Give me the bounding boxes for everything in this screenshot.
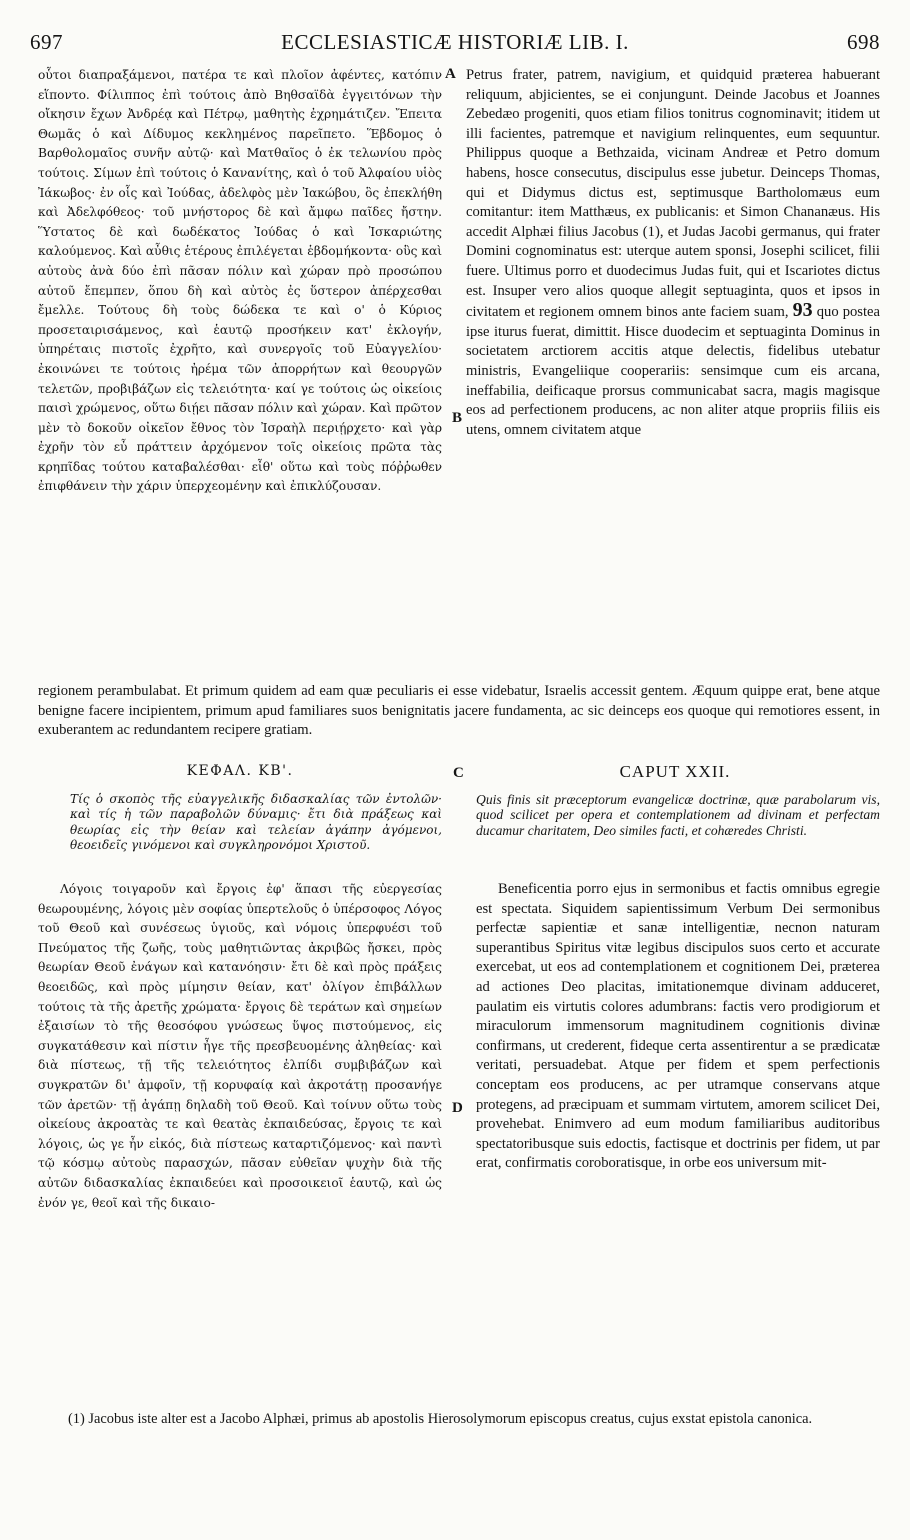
latin-column-top	[466, 66, 880, 680]
footnote: (1) Jacobus iste alter est a Jacobo Alphæi, primus ab apostolis Hierosolymorum episcopus creatus, cujus exstat epistola canonica.	[68, 1411, 813, 1427]
latin-text-top	[466, 66, 880, 440]
running-head	[30, 30, 880, 56]
greek-chapter-summary: Τίς ὁ σκοπὸς τῆς εὐαγγελικῆς διδασκαλίας τῶν ἐντολῶν· καὶ τίς ἡ τῶν παραβολῶν δύναμις· ἔτι διὰ πράξεως καὶ θεωρίας εἰς τὴν θείαν καὶ τελείαν ἀγάπην ἀγόμενοι, θεοειδεῖς γινόμενοι καὶ συγκληρονόμοι Χριστοῦ.	[70, 792, 442, 853]
page-number-right: 698	[847, 30, 880, 54]
margin-letter-c: C	[453, 765, 464, 781]
page-number-left: 697	[30, 30, 63, 54]
latin-chapter-heading: CAPUT XXII.	[619, 762, 731, 781]
greek-chapter-body-text: Λόγοις τοιγαροῦν καὶ ἔργοις ἐφ' ἅπασι τῆς εὐεργεσίας θεωρουμένης, λόγοις μὲν σοφίας ὑπερτελοῦς ὁ ὑπέρσοφος Λόγος τοῦ Θεοῦ καὶ συνέσεως ὑγιοῦς, καὶ νόμοις ὑπερφυέσι τοῦ Πνεύματος τῆς ζωῆς, τοὺς μαθητιῶντας ἀκριβῶς ἤσκει, πρὸς θεωρίαν Θεοῦ ἐνάγων καὶ κατανόησιν· ἔτι δὲ καὶ πρὸς πράξεις θεοειδῶς, καὶ πρὸς μίμησιν θείαν, κατ' ὀλίγον ἐπιβάλλων τούτοις τὰ τῆς ἀρετῆς χρώματα· ἔργοις δὲ τεράτων καὶ σημείων ἐξαισίων τὸ τῆς θεοσόφου γνώσεως ὕψος πιστούμενος, εἰς συγκατάθεσιν καὶ πίστιν ἦγε τῆς πρεσβευομένης ἀληθείας· καὶ διὰ πίστεως, τῇ τῆς τελειότητος ἐλπίδι συμβιβάζων καὶ συγκρατῶν δι' ἀμφοῖν, τῇ κορυφαίᾳ καὶ ἀκροτάτῃ προσανήγε τῶν ἀρετῶν· τῇ ἀγάπῃ δηλαδὴ τοῦ Θεοῦ. Καὶ τοίνυν οὕτω τοὺς οἰκείους ἀκροατὰς τε καὶ θεατὰς ἐκπαιδεύσας, ἔργοις τε καὶ λόγοις, ὡς γε ἦν εἰκός, διὰ πίστεως καταρτιζόμενος· καὶ παντὶ τῷ κόσμῳ αὐτοὺς παρασχών, πᾶσαν εὐθεῖαν ψυχὴν διὰ τῆς αὐτῶν διδασκαλίας ἐκπαιδεύει καὶ προσοικειοῖ ἑαυτῷ, καὶ ὡς ἐνόν γε, θεοῖ καὶ τῆς δικαιο-	[38, 882, 442, 1210]
section-number: 93	[792, 299, 813, 322]
latin-text-top-after: quo postea ipse iturus fuerat, dimittit. Hisce duodecim et septuaginta Dominus in societatem arctiorem accitis atque delectis, fidelibus utebatur ministris, Evangeliique cooperariis: sensimque cum eis arcana, ineffabilia, deificaque prorsus communicabat sacra, magis magisque eos ad perfectionem producens, ac non aliter atque propriis filiis eis utens, omnem civitatem atque	[466, 304, 880, 438]
latin-chapter-summary: Quis finis sit præceptorum evangelicæ doctrinæ, quæ parabolarum vis, quod scilicet per opera et contemplationem ad divinam et perfectam ducamur charitatem, Deo similes facti, et cohæredes Christi.	[476, 792, 880, 838]
greek-text-top: οὗτοι διαπραξάμενοι, πατέρα τε καὶ πλοῖον ἀφέντες, κατόπιν εἵποντο. Φίλιππος ἐπὶ τούτοις ἀπὸ Βηθσαϊδὰ ἐγγειτόνων τὴν οἴκησιν ἔχων Ἀνδρέᾳ καὶ Πέτρῳ, μαθητὴς ἐχρημάτιζεν. Ἔπειτα Θωμᾶς ὁ καὶ Δίδυμος κεκλημένος παρεῖπετο. Ἕβδομος ὁ Βαρθολομαῖος συνῆν αὐτῷ· καὶ Ματθαῖος ὁ ἐκ τελωνίου πρὸς τούτοις. Σίμων ἐπὶ τούτοις ὁ Κανανίτης, καὶ ὁ τοῦ Ἀλφαίου υἱὸς Ἰάκωβος· ἐν οἷς καὶ Ἰούδας, ἀδελφὸς μὲν Ἰακώβου, ὃς ἐπεκλήθη καὶ Ἀδελφόθεος· τοῦ μνήστορος δὲ καὶ ἄμφω παῖδες ἤστην. Ὕστατος δὲ καὶ δωδέκατος Ἰούδας ὁ καὶ Ἰσκαριώτης καλούμενος. Καὶ αὖθις ἑτέρους ἐπιλέγεται ἑβδομήκοντα· οὓς καὶ αὐτοὺς ἀνὰ δύο ἐπὶ πᾶσαν πόλιν καὶ χώραν πρὸ προσώπου αὐτοῦ ἔπεμπεν, ὅπου δὴ καὶ αὐτὸς ἐς ὕστερον ἀπέρχεσθαι ἔμελλε. Τούτους δὴ τοὺς δώδεκα τε καὶ ο' ὁ Κύριος προσεταιρισάμενος, καὶ ἑαυτῷ προσήκειν κατ' ἐκλογήν, ὑπηρέταις πιστοῖς ἐχρῆτο, καὶ συνεργοῖς τοῦ Εὐαγγελίου· ἐκοινώνει τε τούτοις ἠρέμα τῶν ἀπορρήτων καὶ θεουργῶν τελετῶν, προβιβάζων εἰς τελειότητα· καί γε τούτοις ὡς οἰκείοις παισὶ χρώμενος, οὕτω διῄει πᾶσαν πόλιν καὶ χώραν. Καὶ πρῶτον μὲν τὸ δοκοῦν οἰκεῖον ἔθνος τὸν Ἰσραὴλ περιῄρχετο· καὶ γὰρ ἐχρῆν τὸν εὖ πράττειν ἀρχόμενον τοῖς οἰκείοις πρῶτα τὰς κρηπῖδας τούτου καταβαλέσθαι· εἶθ' οὕτω καὶ τοὺς πόῤῥωθεν ἐπιφθάνειν τὴν χάριν ὑπερχεομένην καὶ ἐπικλύζουσαν.	[38, 68, 442, 494]
margin-letter-d: D	[452, 1100, 463, 1116]
margin-letter-b: B	[452, 410, 463, 426]
running-title: ECCLESIASTICÆ HISTORIÆ LIB. I.	[281, 30, 629, 54]
margin-letter-a: A	[445, 66, 456, 82]
greek-column-top	[38, 66, 442, 680]
latin-text-top-before: Petrus frater, patrem, navigium, et quidquid præterea habuerant reliquum, abjicientes, se ei conjungunt. Deinde Jacobus et Joannes Zebedæo progeniti, quos etiam filios tonitrus cognominavit; itidem ut illi facientes, patremque et navigium relinquentes, eum sequuntur. Philippus quoque a Bethzaida, vicinam Andreæ et Petro domum habens, hosce consecutus, discipulus esse jubetur. Deinceps Thomas, qui et Didymus dictus est, septimusque Bartholomæus eum comitantur: item Matthæus, ex publicanis: et Simon Chananæus. His accedit Alphæi filius Jacobus (1), et Judas Jacobi germanus, qui frater Domini cognominatus est: uterque autem sponsi, Josephi scilicet, filii fuere. Ultimus porro et duodecimus Judas fuit, qui et Iscariotes dictus est. Insuper vero alios quoque allegit septuaginta, quos et ipsos in civitatem et regionem omnem binos ante faciem suam,	[466, 67, 880, 321]
latin-chapter-body	[476, 880, 880, 1390]
greek-chapter-body	[38, 880, 442, 1390]
latin-full-width-paragraph	[38, 682, 880, 741]
greek-chapter-heading: ΚΕΦΑΛ. ΚΒ'.	[186, 763, 294, 779]
latin-chapter-body-text: Beneficentia porro ejus in sermonibus et factis omnibus egregie est spectata. Siquidem sapientissimum Verbum Dei sermonibus perfectæ sapientiæ et sanæ intelligentiæ, necnon naturam superantibus Spiritus vitæ legibus discipulos suos certo et accurate exercebat, ut eos ad contemplationem et cognitionem Dei, præterea ad actiones Deo placitas, imitationemque divinam adduceret, paulatim eis virtutis colores adumbrans: factis vero prodigiorum et miraculorum immensorum magnitudinem cognitionis divinæ confirmans, ut crederent, fideque certa assentirentur a se prædicatæ veritati, persuadebat. Atque per fidem et spem perfectionis conceptam eos producens, ac per utramque conservans atque protegens, ad præcipuam et summam virtutem, amorem scilicet Dei, provehebat. Enimvero ad eum modum familiaribus auditoribus spectatoribusque suis edoctis, factisque et doctrinis per fidem, ut par erat, confirmatis coroboratisque, in orbe eos universum mit-	[476, 881, 880, 1172]
latin-full-width-text: regionem perambulabat. Et primum quidem ad eam quæ peculiaris ei esse videbatur, Israelis accessit gentem. Æquum quippe erat, bene atque benigne facere incipientem, primum apud familiares suos benignitatis jacere fundamenta, ac sic deinceps eos quoque qui remotiores essent, in exuberantem ac redundantem recipere gratiam.	[38, 683, 880, 739]
